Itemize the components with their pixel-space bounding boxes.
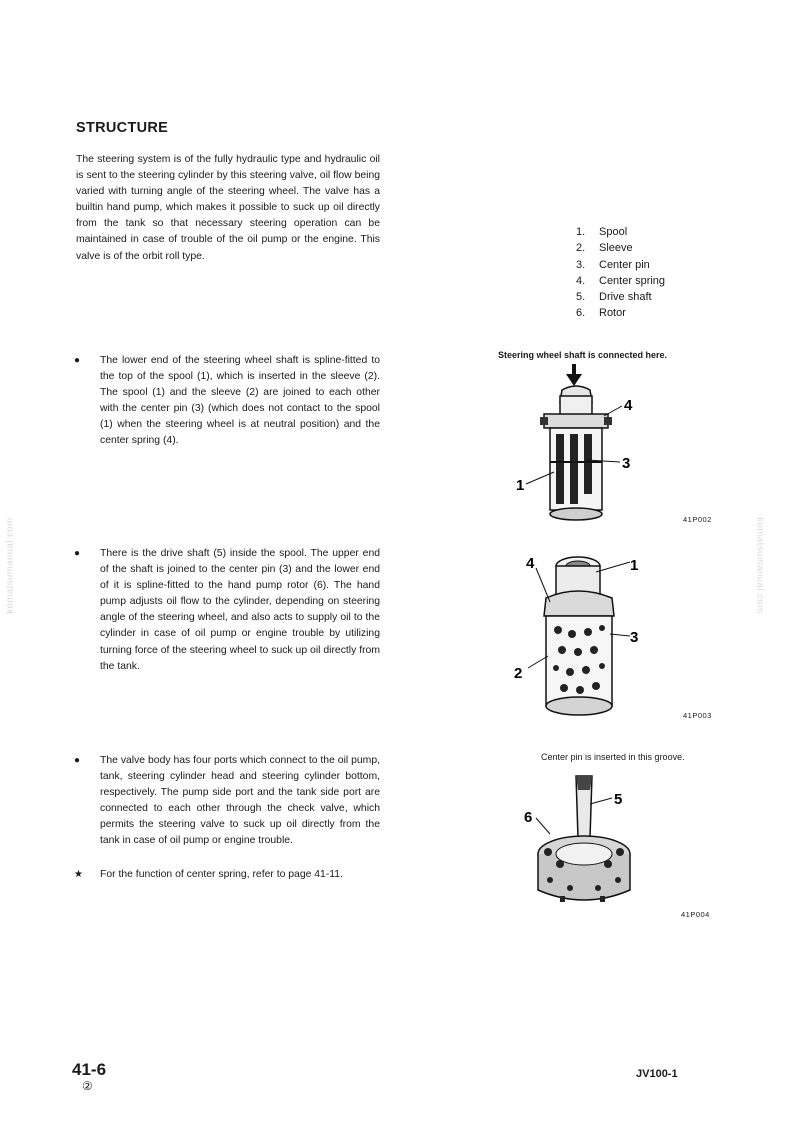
figure-3-drive-shaft-rotor-drawing bbox=[510, 768, 650, 912]
figure-2-label-3: 3 bbox=[630, 629, 639, 646]
parts-list bbox=[576, 224, 665, 322]
intro-paragraph: The steering system is of the fully hydraulic type and hydraulic oil is sent to the steering cylinder by this steering valve, oil flow being varied with turning angle of the steering wheel. The valve has a builtin hand pump, which makes it possible to suck up oil directly from the tank so that necessary steering operation can be maintained in case of trouble of the oil pump or the engine. This valve is of the orbit roll type. bbox=[76, 154, 380, 262]
part-name: Center spring bbox=[599, 274, 666, 287]
figure-1-label-4: 4 bbox=[624, 397, 633, 414]
parts-list-item bbox=[576, 273, 665, 289]
part-name: Sleeve bbox=[599, 242, 633, 255]
part-number: 4. bbox=[576, 274, 586, 287]
figure-1-spool-sleeve-drawing bbox=[500, 362, 650, 528]
bullet-dot-icon: ● bbox=[74, 355, 81, 366]
figure-1-code: 41P002 bbox=[683, 515, 712, 524]
revision-mark: ② bbox=[82, 1079, 93, 1093]
page-number: 41-6 bbox=[72, 1060, 107, 1079]
bullet-text: The lower end of the steering wheel shaft is spline-fitted to the top of the spool (1), which is inserted in the sleeve (2). The spool (1) and the sleeve (2) are joined to each other with the center pin (3) (which does not contact to the spool (1) when the steering wheel is at neutral position) and the center spring (4). bbox=[100, 355, 380, 447]
bullet-item-drive-shaft bbox=[76, 546, 380, 675]
part-number: 6. bbox=[576, 307, 586, 320]
bullet-item-valve-body bbox=[76, 753, 380, 850]
figure-2-label-1: 1 bbox=[630, 557, 639, 574]
figure-1-caption: Steering wheel shaft is connected here. bbox=[498, 350, 668, 360]
figure-1-label-1: 1 bbox=[516, 477, 525, 494]
bullet-item-spool bbox=[76, 353, 380, 450]
part-number: 5. bbox=[576, 291, 586, 304]
bullet-dot-icon: ● bbox=[74, 755, 81, 766]
watermark-left: komatsumanual.com bbox=[4, 517, 16, 614]
watermark-right: komatsumanual.com bbox=[754, 517, 766, 614]
figure-3-code: 41P004 bbox=[681, 910, 710, 919]
figure-1-label-3: 3 bbox=[622, 455, 631, 472]
parts-list-item bbox=[576, 240, 665, 256]
figure-3-label-5: 5 bbox=[614, 791, 623, 808]
part-name: Center pin bbox=[599, 258, 650, 271]
part-number: 1. bbox=[576, 226, 586, 238]
figure-2-sleeve-assembly-drawing bbox=[506, 548, 656, 726]
figure-3-caption: Center pin is inserted in this groove. bbox=[541, 752, 685, 762]
figure-2-label-2: 2 bbox=[514, 665, 523, 682]
model-code: JV100-1 bbox=[636, 1068, 678, 1080]
section-heading: STRUCTURE bbox=[76, 120, 169, 136]
part-number: 3. bbox=[576, 258, 586, 271]
figure-2-label-4: 4 bbox=[526, 555, 535, 572]
note-text: For the function of center spring, refer to page 41-11. bbox=[100, 869, 343, 880]
part-name: Rotor bbox=[599, 307, 626, 320]
bullet-dot-icon: ● bbox=[74, 548, 81, 559]
bullet-text: There is the drive shaft (5) inside the spool. The upper end of the shaft is joined to the center pin (3) and the lower end of it is spline-fitted to the hand pump rotor (6). The hand pump adjusts oil flow to the cylinder, depending on steering angle of the steering wheel, and also acts to supply oil to the cylinder in case of oil pump or engine trouble by utilizing turning force of the steering wheel to suck up oil directly from the tank. bbox=[100, 548, 380, 672]
part-number: 2. bbox=[576, 242, 586, 255]
parts-list-item bbox=[576, 224, 665, 240]
part-name: Drive shaft bbox=[599, 291, 652, 304]
star-icon: ★ bbox=[74, 869, 83, 880]
figure-3-label-6: 6 bbox=[524, 809, 533, 826]
parts-list-item bbox=[576, 257, 665, 273]
part-name: Spool bbox=[599, 226, 628, 238]
parts-list-item bbox=[576, 305, 665, 321]
note-item-center-spring bbox=[76, 867, 380, 883]
parts-list-item bbox=[576, 289, 665, 305]
bullet-text: The valve body has four ports which connect to the oil pump, tank, steering cylinder head and steering cylinder bottom, respectively. The pump side port and the tank side port are connected to each other through the check valve, which permits the steering valve to suck up oil directly from the tank in case of oil pump or engine trouble. bbox=[100, 755, 380, 847]
figure-2-code: 41P003 bbox=[683, 711, 712, 720]
